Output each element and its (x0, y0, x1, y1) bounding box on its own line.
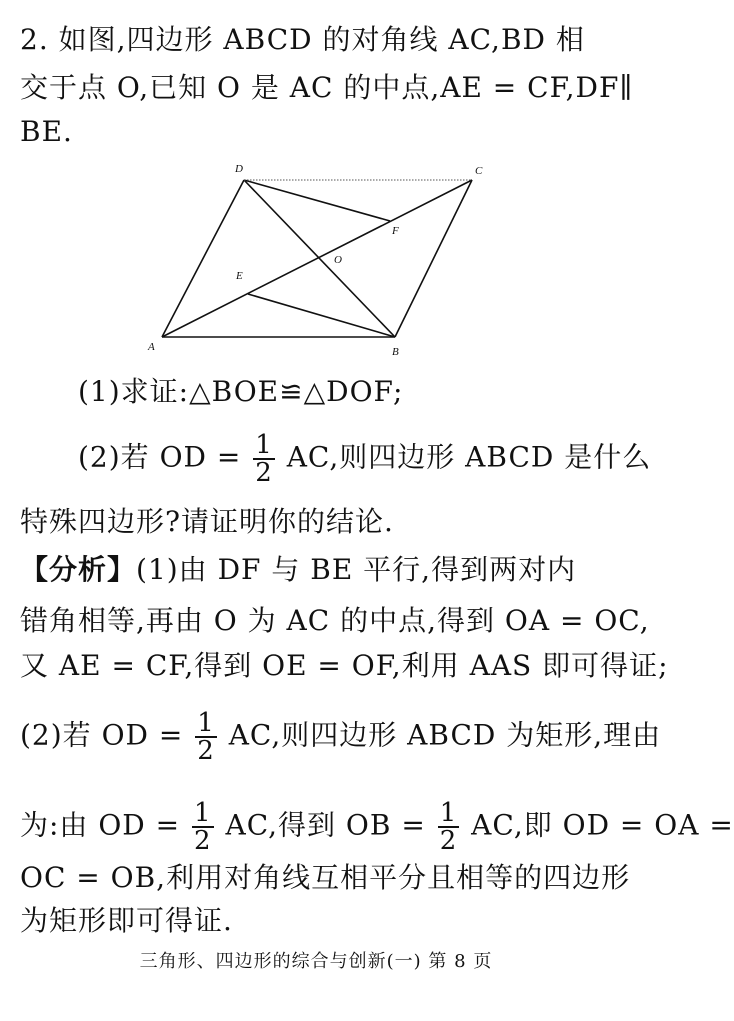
label-E: E (236, 270, 243, 282)
analysis-line-3: 又 AE = CF,得到 OE = OF,利用 AAS 即可得证; (20, 649, 669, 682)
fraction: $\frac{1}{2}$ (194, 798, 212, 856)
label-C: C (475, 165, 483, 177)
problem-line-1: 2. 如图,四边形 ABCD 的对角线 AC,BD 相 (20, 23, 585, 56)
label-B: B (392, 346, 399, 358)
analysis-line-1 (20, 552, 610, 588)
quadrilateral-diagram (140, 155, 500, 365)
question-2-line-2: 特殊四边形?请证明你的结论. (20, 505, 394, 538)
analysis-line-4-prefix: (2)若 OD = (20, 718, 184, 752)
question-2-line-1 (78, 430, 652, 488)
analysis-line-5-mid: AC,得到 OB = (225, 808, 426, 842)
segment-BE (248, 294, 395, 337)
question-1: (1)求证:△BOE≌△DOF; (78, 375, 404, 408)
side-BC (395, 180, 472, 337)
diagonal-BD (244, 180, 395, 337)
analysis-line-7: 为矩形即可得证. (20, 904, 233, 937)
analysis-line-5-suffix: AC,即 OD = OA = (471, 808, 734, 842)
geometry-figure (140, 155, 500, 365)
problem-line-2: 交于点 O,已知 O 是 AC 的中点,AE = CF,DF∥ (20, 71, 634, 104)
label-D: D (235, 163, 243, 175)
problem-line-3: BE. (20, 115, 73, 148)
label-F: F (392, 225, 399, 237)
analysis-line-2: 错角相等,再由 O 为 AC 的中点,得到 OA = OC, (20, 604, 650, 637)
analysis-line-1-text: (1)由 DF 与 BE 平行,得到两对内 (136, 553, 577, 586)
analysis-tag: 【分析】 (20, 553, 137, 586)
question-2-suffix: AC,则四边形 ABCD 是什么 (286, 440, 652, 474)
fraction: $\frac{1}{2}$ (255, 430, 273, 488)
analysis-line-4 (20, 708, 662, 766)
segment-DF (244, 180, 390, 221)
fraction: $\frac{1}{2}$ (439, 798, 458, 856)
label-A: A (148, 341, 155, 353)
question-2-prefix: (2)若 OD = (78, 440, 242, 474)
page-footer: 三角形、四边形的综合与创新(一) 第 8 页 (139, 951, 493, 972)
analysis-line-6: OC = OB,利用对角线互相平分且相等的四边形 (20, 861, 631, 894)
analysis-line-5 (20, 798, 734, 856)
analysis-line-5-prefix: 为:由 OD = (20, 808, 181, 842)
side-AD (162, 180, 244, 337)
label-O: O (334, 254, 342, 266)
analysis-line-4-suffix: AC,则四边形 ABCD 为矩形,理由 (228, 718, 662, 752)
fraction: $\frac{1}{2}$ (197, 708, 215, 766)
